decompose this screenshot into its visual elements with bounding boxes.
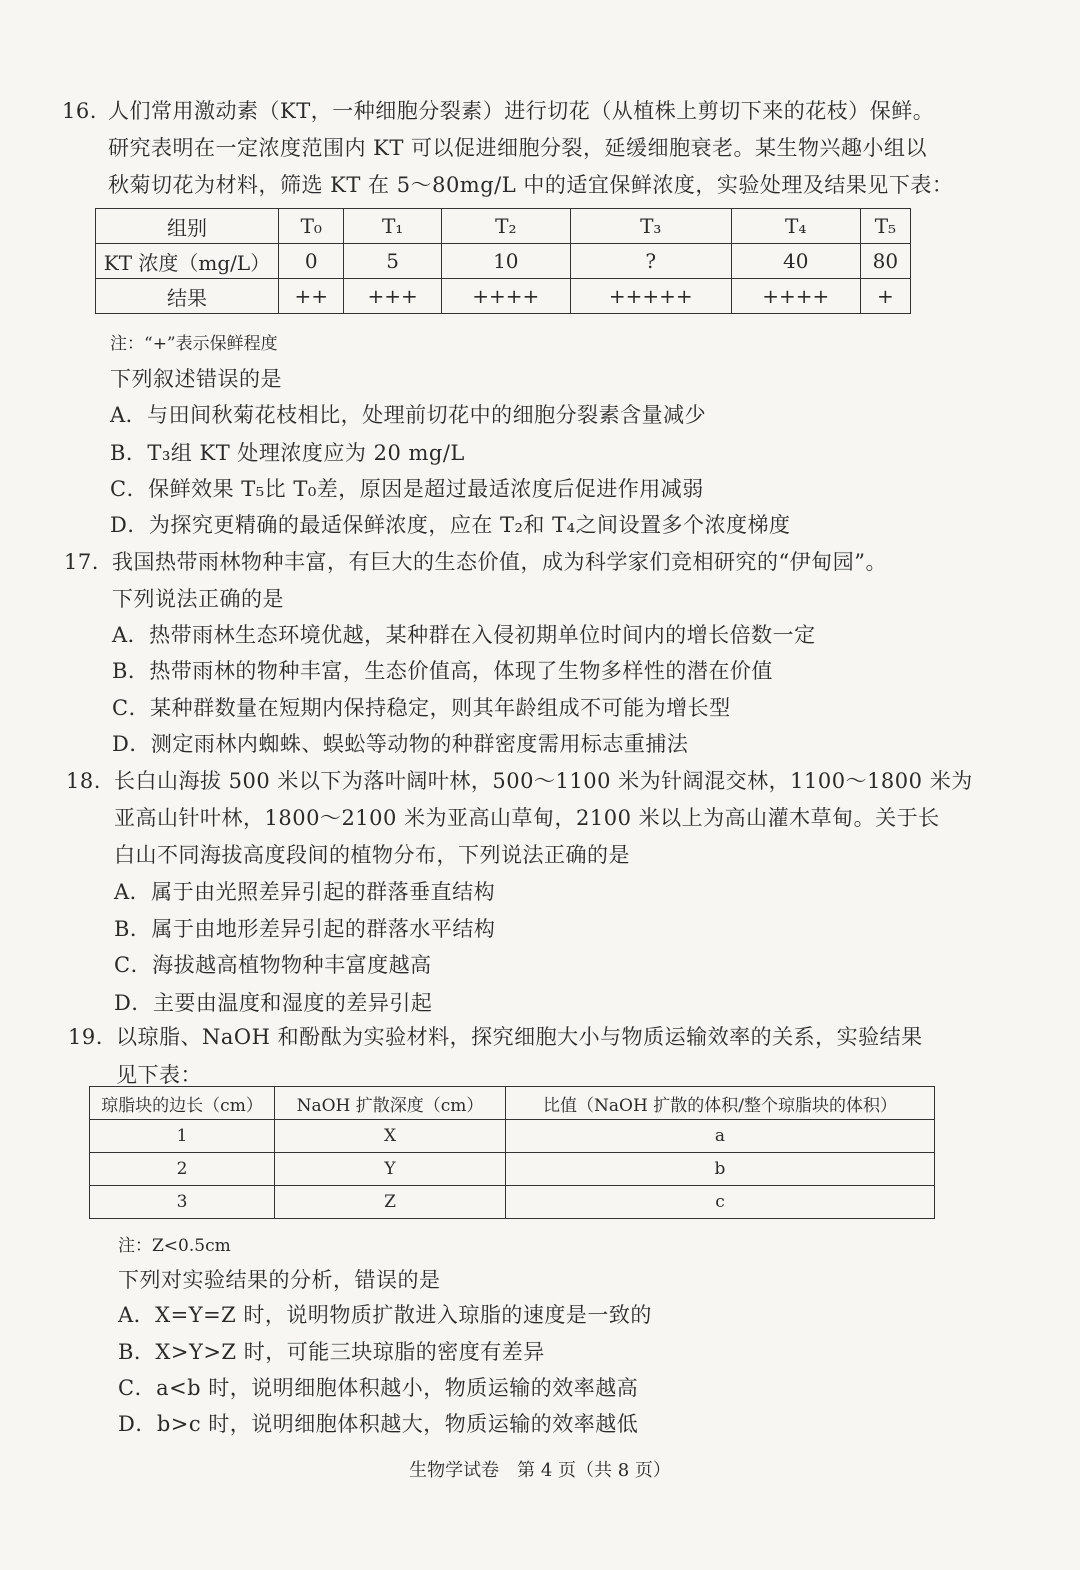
table-cell: c: [506, 1186, 935, 1219]
q19-table: [89, 1086, 935, 1219]
q16-line-3: 秋菊切花为材料，筛选 KT 在 5～80mg/L 中的适宜保鲜浓度，实验处理及结果见下表：: [108, 173, 954, 197]
table-cell: +++: [344, 279, 441, 314]
page-footer: 生物学试卷 第 4 页（共 8 页）: [409, 1460, 671, 1481]
table-row: [90, 1186, 935, 1219]
q16-line-1: 人们常用激动素（KT，一种细胞分裂素）进行切花（从植株上剪切下来的花枝）保鲜。: [108, 99, 935, 123]
q19-option-c: C．a<b 时，说明细胞体积越小，物质运输的效率越高: [118, 1376, 639, 1400]
q17-option-c: C．某种群数量在短期内保持稳定，则其年龄组成不可能为增长型: [112, 696, 731, 720]
table-cell: 0: [279, 244, 344, 279]
table-cell: 2: [90, 1153, 275, 1186]
q19-number: 19.: [68, 1025, 103, 1049]
table-cell: X: [275, 1120, 506, 1153]
q17-option-b: B．热带雨林的物种丰富，生态价值高，体现了生物多样性的潜在价值: [112, 659, 773, 683]
q17-line-1: 我国热带雨林物种丰富，有巨大的生态价值，成为科学家们竞相研究的“伊甸园”。: [112, 550, 887, 574]
table-cell: T₄: [731, 209, 860, 244]
table-row: [90, 1120, 935, 1153]
q16-option-a: A．与田间秋菊花枝相比，处理前切花中的细胞分裂素含量减少: [110, 403, 707, 427]
table-row: [90, 1153, 935, 1186]
table-cell: T₂: [441, 209, 570, 244]
table-cell: ++++: [731, 279, 860, 314]
table-cell: +: [860, 279, 910, 314]
table-cell: T₅: [860, 209, 910, 244]
table-cell: 结果: [96, 279, 279, 314]
table-cell: 5: [344, 244, 441, 279]
q16-line-2: 研究表明在一定浓度范围内 KT 可以促进细胞分裂，延缓细胞衰老。某生物兴趣小组以: [108, 136, 928, 160]
table-row: [96, 279, 911, 314]
q19-line-2: 见下表：: [116, 1063, 202, 1087]
table-cell: T₀: [279, 209, 344, 244]
table-cell: 40: [731, 244, 860, 279]
table-row: [96, 244, 911, 279]
table-cell: ++: [279, 279, 344, 314]
q16-table: [95, 208, 911, 314]
q18-option-b: B．属于由地形差异引起的群落水平结构: [114, 917, 496, 941]
q18-option-d: D．主要由温度和湿度的差异引起: [114, 991, 433, 1015]
table-cell: ++++: [441, 279, 570, 314]
q19-option-d: D．b>c 时，说明细胞体积越大，物质运输的效率越低: [118, 1412, 639, 1436]
table-cell: 琼脂块的边长（cm）: [90, 1087, 275, 1120]
table-cell: NaOH 扩散深度（cm）: [275, 1087, 506, 1120]
q17-line-2: 下列说法正确的是: [112, 587, 284, 611]
q18-line-1: 长白山海拔 500 米以下为落叶阔叶林，500～1100 米为针阔混交林，1100～1800 米为: [114, 769, 973, 793]
q18-line-3: 白山不同海拔高度段间的植物分布，下列说法正确的是: [114, 843, 630, 867]
q19-option-a: A．X=Y=Z 时，说明物质扩散进入琼脂的速度是一致的: [118, 1303, 652, 1327]
table-cell: ?: [570, 244, 731, 279]
q18-option-c: C．海拔越高植物物种丰富度越高: [114, 953, 432, 977]
q18-option-a: A．属于由光照差异引起的群落垂直结构: [114, 880, 496, 904]
q16-option-b: B．T₃组 KT 处理浓度应为 20 mg/L: [110, 441, 465, 465]
q17-option-a: A．热带雨林生态环境优越，某种群在入侵初期单位时间内的增长倍数一定: [112, 623, 816, 647]
table-cell: Y: [275, 1153, 506, 1186]
q16-prompt: 下列叙述错误的是: [110, 367, 282, 391]
table-row: [90, 1087, 935, 1120]
q16-note: 注：“+”表示保鲜程度: [110, 334, 278, 354]
table-cell: 10: [441, 244, 570, 279]
q16-number: 16.: [62, 99, 97, 123]
table-cell: KT 浓度（mg/L）: [96, 244, 279, 279]
q16-option-c: C．保鲜效果 T₅比 T₀差，原因是超过最适浓度后促进作用减弱: [110, 477, 704, 501]
q16-option-d: D．为探究更精确的最适保鲜浓度，应在 T₂和 T₄之间设置多个浓度梯度: [110, 513, 791, 537]
table-cell: a: [506, 1120, 935, 1153]
q19-prompt: 下列对实验结果的分析，错误的是: [118, 1268, 441, 1292]
table-cell: 组别: [96, 209, 279, 244]
q18-number: 18.: [66, 769, 101, 793]
table-cell: T₃: [570, 209, 731, 244]
table-cell: 1: [90, 1120, 275, 1153]
table-cell: b: [506, 1153, 935, 1186]
q19-line-1: 以琼脂、NaOH 和酚酞为实验材料，探究细胞大小与物质运输效率的关系，实验结果: [116, 1025, 923, 1049]
table-cell: Z: [275, 1186, 506, 1219]
q19-option-b: B．X>Y>Z 时，可能三块琼脂的密度有差异: [118, 1340, 545, 1364]
table-cell: 比值（NaOH 扩散的体积/整个琼脂块的体积）: [506, 1087, 935, 1120]
q17-number: 17.: [64, 550, 99, 574]
table-cell: 80: [860, 244, 910, 279]
q18-line-2: 亚高山针叶林，1800～2100 米为亚高山草甸，2100 米以上为高山灌木草甸。关于长: [114, 806, 940, 830]
table-cell: 3: [90, 1186, 275, 1219]
table-cell: +++++: [570, 279, 731, 314]
q17-option-d: D．测定雨林内蜘蛛、蜈蚣等动物的种群密度需用标志重捕法: [112, 732, 689, 756]
table-cell: T₁: [344, 209, 441, 244]
q19-note: 注：Z<0.5cm: [118, 1236, 231, 1256]
table-row: [96, 209, 911, 244]
